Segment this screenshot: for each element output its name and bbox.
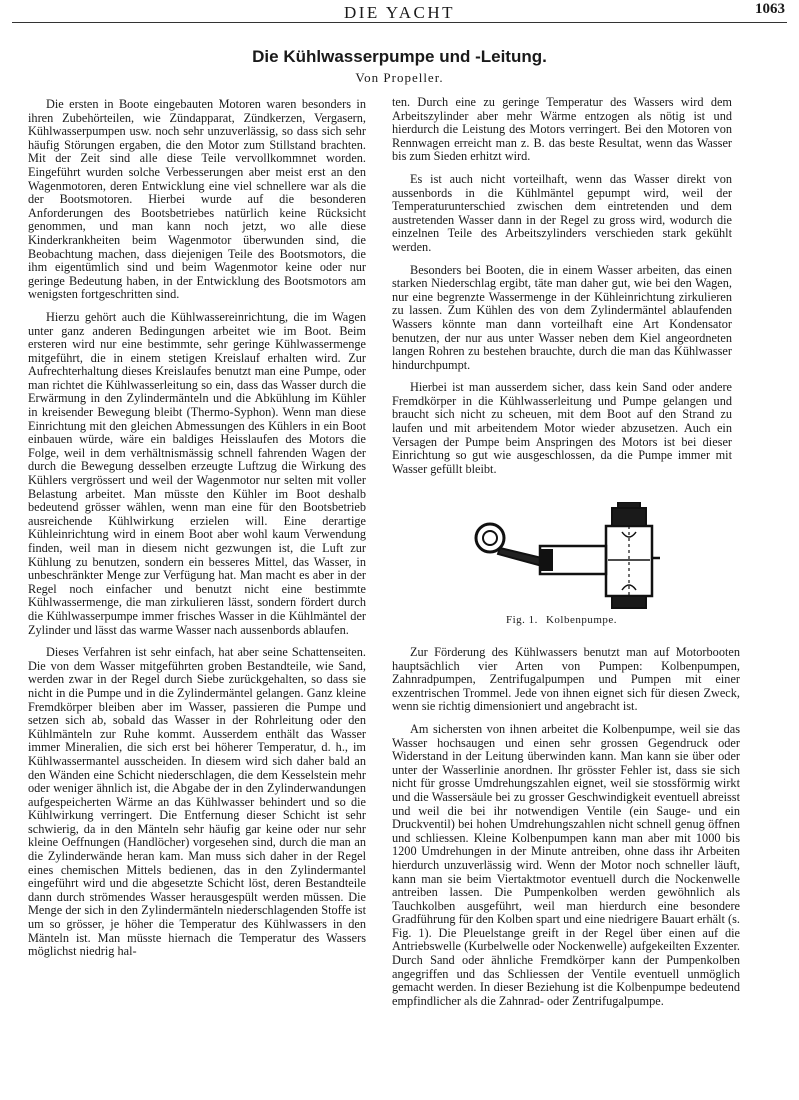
running-title: DIE YACHT [343, 3, 456, 22]
piston-pump-figure [462, 502, 662, 612]
paragraph: Besonders bei Booten, die in einem Wasser arbeiten, das einen starken Niederschlag ergibt, täte man daher gut, wie bei den Wagen, nur eine begrenzte Wassermenge in der Kühleinrichtung zirkulieren zu lassen. Zum Kühlen des von dem Zylindermäntel ablaufenden Wassers könnte man dann vorteilhaft eine Art Kondensator benutzen, der nur aus unter Wasser neben dem Kiel angeordneten langen Rohren zu bestehen brauchte, durch die man das Kühlwasser hindurchpumpt. [392, 262, 732, 372]
right-column-bottom [392, 646, 740, 1017]
paragraph: Hierbei ist man ausserdem sicher, dass kein Sand oder andere Fremdkörper in die Kühlwasserleitung und Pumpe gelangen und braucht sich nicht zu scheuen, mit dem Boot auf den Strand zu laufen und mit arbeitendem Motor wieder abzusetzen. Auch ein Versagen der Pumpe beim Anspringen des Motors ist bei dieser Einrichtung so gut wie ausgeschlossen, da die Pumpe immer mit Wasser gefüllt bleibt. [392, 380, 732, 476]
figure-caption-text: Kolbenpumpe. [545, 614, 618, 626]
paragraph: Dieses Verfahren ist sehr einfach, hat aber seine Schattenseiten. Die von dem Wasser mitgeführten groben Bestandteile, wie Sand, werden zwar in der Regel durch Siebe zurückgehalten, so dass sie nicht in die Pumpe und in die Zylindermäntel gelangen. Ganz kleine Fremdkörper bleiben aber im Wasser, passieren die Pumpe und setzen sich ab, sobald das Wasser in der Rohrleitung oder den Kühlmänteln zur Ruhe kommt. Ausserdem enthält das Wasser immer Mineralien, die sich erst bei höherer Temperatur, d. h., im Kühlwassermantel ausscheiden. In diesem wird sich daher bald an den Wänden eine Schicht niederschlagen, die dem Kesselstein mehr oder weniger ähnlich ist, die Abgabe der in den Zylinderwandungen aufgespeicherten Wärme an das Kühlwasser behindert und so die Kühlwirkung verringert. Die Entfernung dieser Schicht ist sehr schwierig, da in den Mänteln sehr häufig gar keine oder nur sehr kleine Oeffnungen (Handlöcher) vorgesehen sind, durch die man an die Zylinderwände heran kam. Man muss sich daher in der Regel eines chemischen Mittels bedienen, das in den Zylindermantel eingeführt wird und die abgesetzte Schicht löst, deren Bestandteile dann durch strömendes Wasser herausgespült werden müssen. Die Menge der sich in den Zylindermänteln niederschlagenden Stoffe ist um so grösser, je höher die Temperatur des Kühlwassers in den Mänteln ist. Man müsste hiernach die Temperatur des Wassers möglichst niedrig hal- [28, 645, 366, 959]
header-rule [12, 22, 787, 23]
article-title: Die Kühlwasserpumpe und -Leitung. [252, 47, 547, 66]
page-number: 1063 [755, 1, 785, 17]
paragraph: Zur Förderung des Kühlwassers benutzt man auf Motorbooten hauptsächlich vier Arten von Pumpen: Kolbenpumpen, Zahnradpumpen, Zentrifugalpumpen und Pumpen mit einer exzentrischen Trommel. Jede von ihnen eignet sich für diesen Zweck, wenn sie richtig dimensioniert und angebracht ist. [392, 645, 740, 714]
right-column-top [392, 96, 732, 485]
paragraph: ten. Durch eine zu geringe Temperatur des Wassers wird dem Arbeitszylinder aber mehr Wärme entzogen als nötig ist und hierdurch die Leistung des Motors verringert. Bei den Motoren von Rennwagen erreicht man z. B. das beste Resultat, wenn das Wasser bis zum Sieden erhitzt wird. [392, 95, 732, 164]
figure-number: Fig. 1. [506, 614, 538, 626]
paragraph: Die ersten in Boote eingebauten Motoren waren besonders in ihren Zubehörteilen, wie Zündapparat, Zündkerzen, Vergasern, Kühlwasserpumpen usw. noch sehr unzuverlässig, so dass sich sehr häufig Störungen ergaben, die den Motor zum Stillstand brachten. Mit der Zeit sind alle diese Teile vervollkommnet worden. Eingeführt wurden solche Verbesserungen aber meist erst an den Wagenmotoren, deren Entwicklung eine viel schnellere war als die der Bootsmotoren. Hierbei wurde auf die besonderen Anforderungen des Bootsbetriebes natürlich keine Rücksicht genommen, und man kann noch jetzt, wo alle diese Kinderkrankheiten beim Wagenmotor überwunden sind, die Beobachtung machen, dass diejenigen Teile des Bootsmotors, die ihm eigentümlich sind und beim Wagenmotor keine oder nur geringe Bedeutung haben, in der Entwicklung des Bootsmotors am wenigsten fortgeschritten sind. [28, 97, 366, 302]
figure-caption [506, 614, 625, 626]
paragraph: Am sichersten von ihnen arbeitet die Kolbenpumpe, weil sie das Wasser hochsaugen und einen sehr grossen Gegendruck oder Widerstand in der Leitung überwinden kann. Man kann sie über oder unter der Wasserlinie anordnen. Ihr grösster Fehler ist, dass sie sich nicht für grosse Umdrehungszahlen eignet, weil sie stossförmig wirkt und die Wassersäule bei zu grosser Geschwindigkeit eventuell abreisst und weil die bei ihr notwendigen Ventile (ein Sauge- und ein Druckventil) bei hohen Umdrehungszahlen nicht schnell genug öffnen und schliessen. Kleine Kolbenpumpen kann man aber mit 1000 bis 1200 Umdrehungen in der Minute antreiben, ohne dass ihr Arbeiten hierdurch unzuverlässig wird. Wenn der Motor noch schneller läuft, kann man sie beim Viertaktmotor eventuell durch die Nockenwelle antreiben lassen. Die Pumpenkolben werden gewöhnlich als Tauchkolben ausgeführt, weil man hierdurch eine besondere Gradführung für den Kolben spart und eine niedrigere Bauart erhält (s. Fig. 1). Die Pleuelstange greift in der Regel über einen auf die Antriebswelle (Kurbelwelle oder Nockenwelle) aufgekeilten Exzenter. Durch Sand oder ähnliche Fremdkörper kann der Pumpenkolben angegriffen und das Schliessen der Ventile eventuell unmöglich gemacht werden. In dieser Beziehung ist die Kolbenpumpe bedeutend empfindlicher als die Zahnrad- oder Zentrifugalpumpe. [392, 721, 740, 1008]
left-column [28, 98, 366, 968]
article-byline: Von Propeller. [355, 70, 444, 85]
paragraph: Es ist auch nicht vorteilhaft, wenn das Wasser direkt von aussenbords in die Kühlmäntel gepumpt wird, weil der Temperaturunterschied zwischen dem eintretenden und dem austretenden Wasser dann in der Regel zu gross wird, wodurch die einzelnen Teile des Arbeitszylinders verschieden stark gekühlt werden. [392, 171, 732, 254]
paragraph: Hierzu gehört auch die Kühlwassereinrichtung, die im Wagen unter ganz anderen Bedingungen arbeitet wie im Boot. Beim ersteren wird nur eine bestimmte, sehr geringe Kühlwassermenge mitgeführt, die in einem stetigen Kreislauf erhalten wird. Zur Aufrechterhaltung dieses Kreislaufes benutzt man eine Pumpe, oder man richtet die Kühlwasserleitung so ein, dass das Wasser durch die Erwärmung in den Zylindermänteln und die Abkühlung im Kühler in kreisender Bewegung bleibt (Thermo-Syphon). Wenn man diese Einrichtung mit den gleichen Abmessungen des Kühlers in ein Boot einbauen würde, wäre ein baldiges Heisslaufen des Motors die Folge, weil in dem verhältnismässig schnell fahrenden Wagen der durch die Bewegung desselben erzeugte Luftzug die Wirkung des Kühlers vergrössert und weil der Wagenmotor nur selten mit voller Belastung arbeitet. Man müsste den Kühler im Boot deshalb bedeutend grösser wählen, wenn man eine für den Bootsbetrieb ausreichende Kühlwirkung erzielen will. Eine derartige Kühleinrichtung wird in einem Boot aber wohl kaum Verwendung finden, weil man in diesem nicht gezwungen ist, die Luft zur Kühlung zu benutzen, sondern ein besseres Mittel, das Wasser, in unbeschränkter Menge zur Verfügung hat. Man macht es aber in der Regel noch einfacher und benutzt nicht eine bestimmte Kühlwassermenge, die man zirkulieren lässt, sondern fördert durch die Kühlwasserpumpe immer frisches Wasser in die Kühlmäntel der Zylinder und lässt das warme Wasser nach aussenbords ablaufen. [28, 309, 366, 637]
